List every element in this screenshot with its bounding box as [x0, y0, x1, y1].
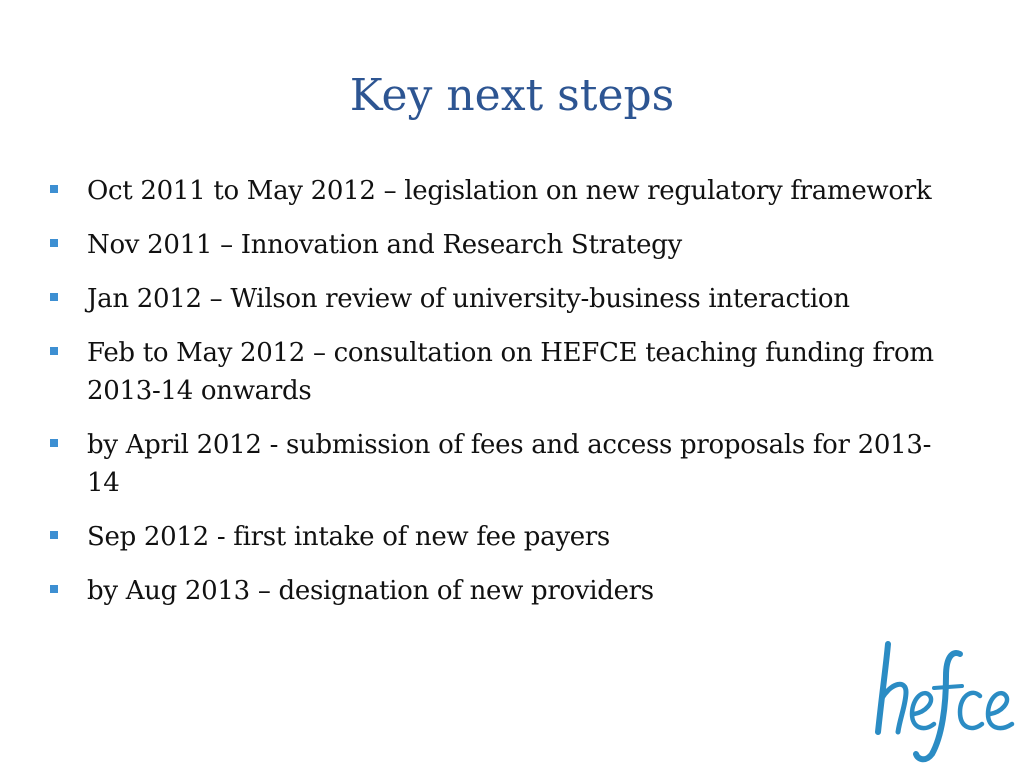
square-bullet-icon [50, 439, 58, 447]
bullet-text: Nov 2011 – Innovation and Research Strategy [87, 230, 682, 260]
square-bullet-icon [50, 293, 58, 301]
bullet-list [0, 172, 1024, 626]
bullet-item [0, 172, 1024, 210]
bullet-item [0, 572, 1024, 610]
slide-title: Key next steps [349, 70, 675, 121]
hefce-logo [870, 636, 1020, 764]
bullet-item [0, 518, 1024, 556]
square-bullet-icon [50, 531, 58, 539]
bullet-text: by Aug 2013 – designation of new providers [87, 576, 654, 606]
square-bullet-icon [50, 347, 58, 355]
bullet-text: Oct 2011 to May 2012 – legislation on new regulatory framework [87, 176, 932, 206]
bullet-item [0, 280, 1024, 318]
bullet-item [0, 226, 1024, 264]
bullet-text: Jan 2012 – Wilson review of university-business interaction [87, 284, 850, 314]
bullet-item [0, 334, 1024, 410]
bullet-text: Feb to May 2012 – consultation on HEFCE teaching funding from 2013-14 onwards [87, 338, 934, 406]
square-bullet-icon [50, 239, 58, 247]
bullet-item [0, 426, 1024, 502]
bullet-text: by April 2012 - submission of fees and access proposals for 2013-14 [87, 430, 932, 498]
square-bullet-icon [50, 585, 58, 593]
square-bullet-icon [50, 185, 58, 193]
bullet-text: Sep 2012 - first intake of new fee payers [87, 522, 610, 552]
